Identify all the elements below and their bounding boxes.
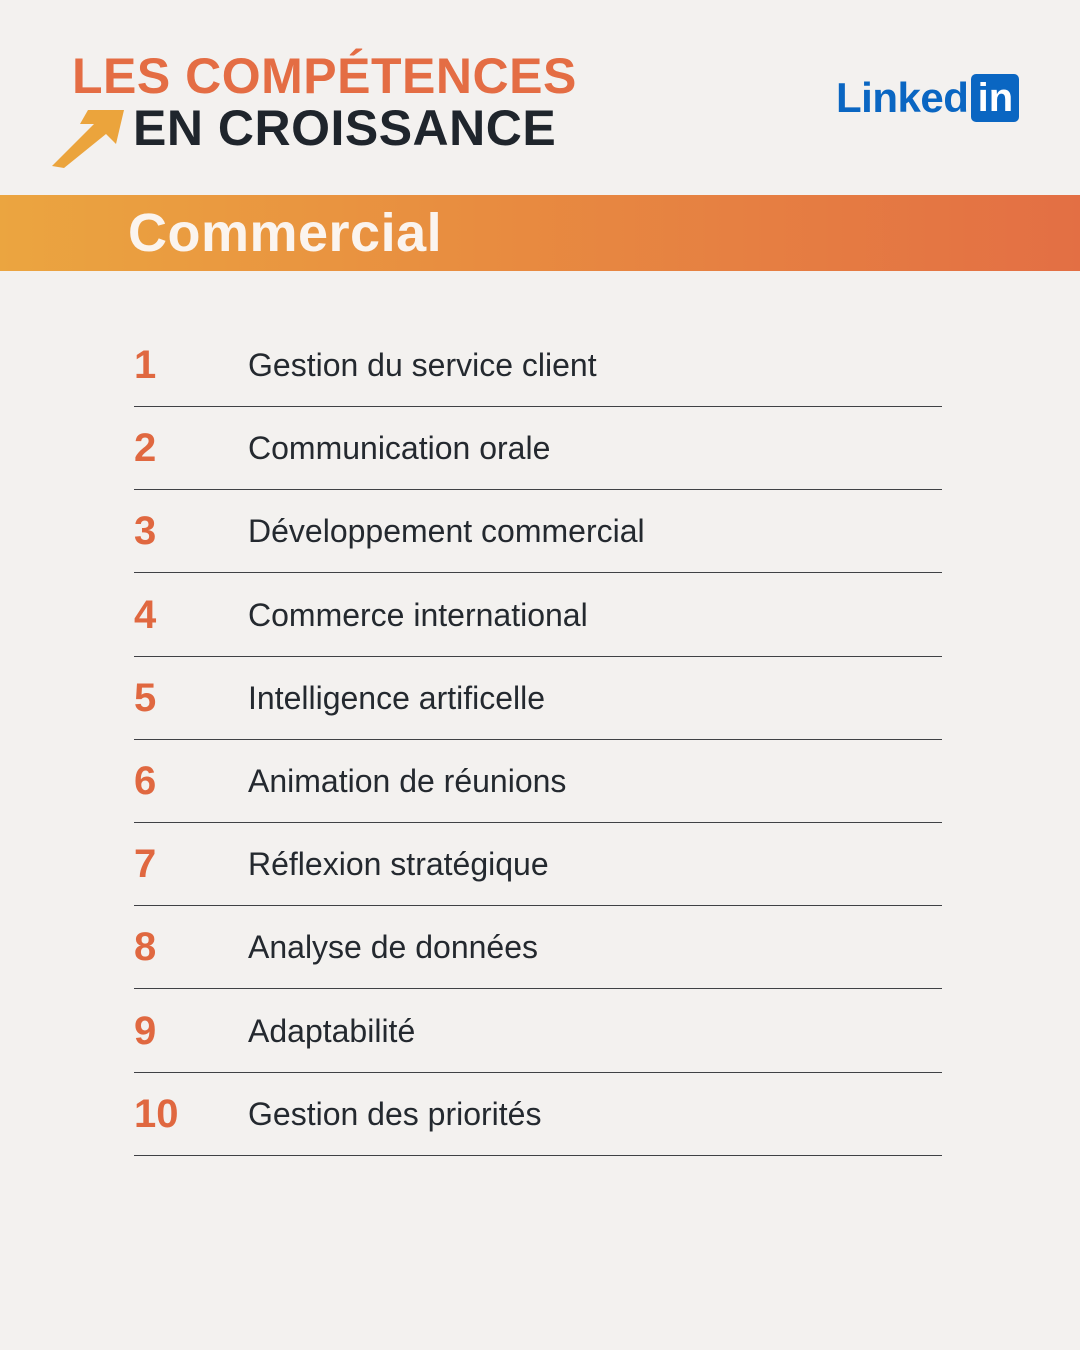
skill-label: Animation de réunions	[248, 762, 567, 799]
skill-label: Intelligence artificelle	[248, 679, 546, 716]
skill-rank: 6	[134, 758, 157, 803]
skill-rank: 8	[134, 925, 157, 970]
skills-list	[134, 325, 942, 1157]
title-line-1: LES COMPÉTENCES	[72, 48, 577, 104]
list-item	[134, 658, 942, 740]
skill-label: Commerce international	[248, 596, 588, 633]
skill-label: Développement commercial	[248, 513, 645, 550]
list-item	[134, 575, 942, 657]
list-item	[134, 491, 942, 573]
skill-label: Adaptabilité	[248, 1012, 416, 1049]
list-item	[134, 907, 942, 989]
skill-rank: 5	[134, 675, 157, 720]
list-item	[134, 824, 942, 906]
list-item	[134, 991, 942, 1073]
linkedin-logo	[836, 73, 1019, 123]
list-item	[134, 325, 942, 407]
linkedin-logo-box: in	[971, 74, 1019, 122]
skill-rank: 2	[134, 426, 157, 471]
skill-rank: 4	[134, 592, 157, 637]
skill-label: Analyse de données	[248, 929, 538, 966]
skill-label: Réflexion stratégique	[248, 846, 549, 883]
arrow-up-right-icon	[50, 104, 126, 168]
linkedin-logo-word: Linked	[836, 74, 969, 121]
skill-rank: 9	[134, 1008, 157, 1053]
skill-label: Gestion des priorités	[248, 1095, 542, 1132]
title-line-2: EN CROISSANCE	[133, 100, 557, 156]
header	[0, 0, 1080, 195]
skill-label: Gestion du service client	[248, 347, 597, 383]
category-title: Commercial	[128, 203, 443, 263]
category-banner	[0, 195, 1080, 271]
skill-rank: 1	[134, 343, 157, 387]
skill-rank: 3	[134, 509, 157, 554]
skill-label: Communication orale	[248, 430, 551, 467]
list-item	[134, 408, 942, 490]
skill-rank: 10	[134, 1091, 179, 1136]
list-item	[134, 1074, 942, 1156]
skill-rank: 7	[134, 842, 157, 887]
list-item	[134, 741, 942, 823]
